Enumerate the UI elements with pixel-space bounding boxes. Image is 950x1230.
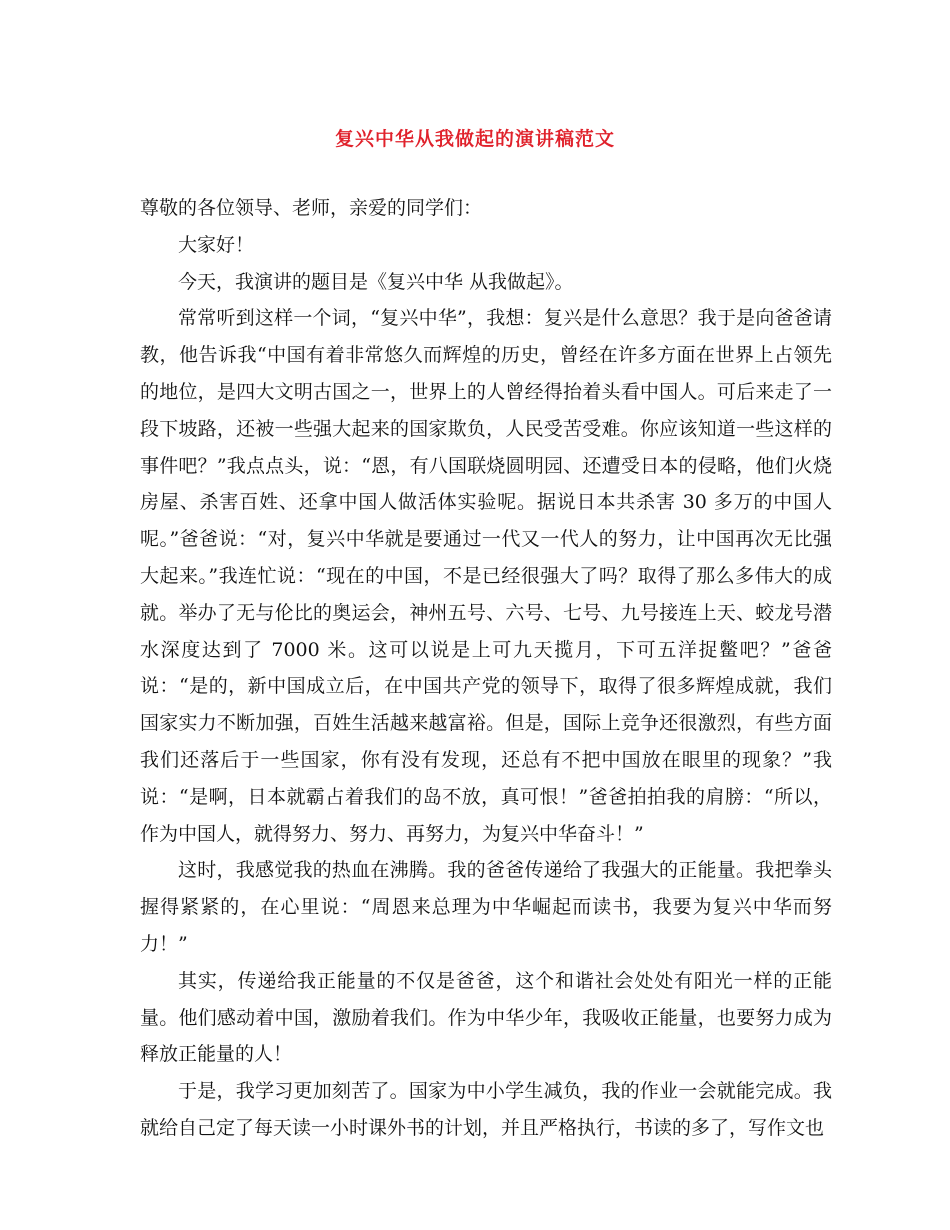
paragraph-positive-energy: 其实，传递给我正能量的不仅是爸爸，这个和谐社会处处有阳光一样的正能量。他们感动着中国，激励着我们。作为中华少年，我吸收正能量，也要努力成为释放正能量的人！ xyxy=(140,969,832,1066)
paragraph-topic: 今天，我演讲的题目是《复兴中华 从我做起》。 xyxy=(178,270,574,293)
document-body xyxy=(140,190,832,1147)
document-title: 复兴中华从我做起的演讲稿范文 xyxy=(334,128,615,150)
paragraph-dialogue: 常常听到这样一个词，“复兴中华”，我想：复兴是什么意思？我于是向爸爸请教，他告诉我“中国有着非常悠久而辉煌的历史，曾经在许多方面在世界上占领先的地位，是四大文明古国之一，世界上的人曾经得抬着头看中国人。可后来走了一段下坡路，还被一些强大起来的国家欺负，人民受苦受难。你应该知道一些这样的事件吧？”我点点头，说：“恩，有八国联烧圆明园、还遭受日本的侵略，他们火烧房屋、杀害百姓、还拿中国人做活体实验呢。据说日本共杀害 30 多万的中国人呢。”爸爸说：“对，复兴中华就是要通过一代又一代人的努力，让中国再次无比强大起来。”我连忙说：“现在的中国，不是已经很强大了吗？取得了那么多伟大的成就。举办了无与伦比的奥运会，神州五号、六号、七号、九号接连上天、蛟龙号潜水深度达到了 7000 米。这可以说是上可九天揽月，下可五洋捉鳖吧？”爸爸说：“是的，新中国成立后，在中国共产党的领导下，取得了很多辉煌成就，我们国家实力不断加强，百姓生活越来越富裕。但是，国际上竞争还很激烈，有些方面我们还落后于一些国家，你有没有发现，还总有不把中国放在眼里的现象？”我说：“是啊，日本就霸占着我们的岛不放，真可恨！”爸爸拍拍我的肩膀：“所以，作为中国人，就得努力、努力、再努力，为复兴中华奋斗！” xyxy=(140,307,832,845)
paragraph-feeling: 这时，我感觉我的热血在沸腾。我的爸爸传递给了我强大的正能量。我把拳头握得紧紧的，在心里说：“周恩来总理为中华崛起而读书，我要为复兴中华而努力！” xyxy=(140,859,832,955)
paragraph-greeting: 大家好！ xyxy=(178,233,255,256)
paragraph-salutation: 尊敬的各位领导、老师，亲爱的同学们： xyxy=(140,197,483,219)
paragraph-study: 于是，我学习更加刻苦了。国家为中小学生减负，我的作业一会就能完成。我就给自己定了每天读一小时课外书的计划，并且严格执行，书读的多了，写作文也 xyxy=(140,1080,832,1139)
